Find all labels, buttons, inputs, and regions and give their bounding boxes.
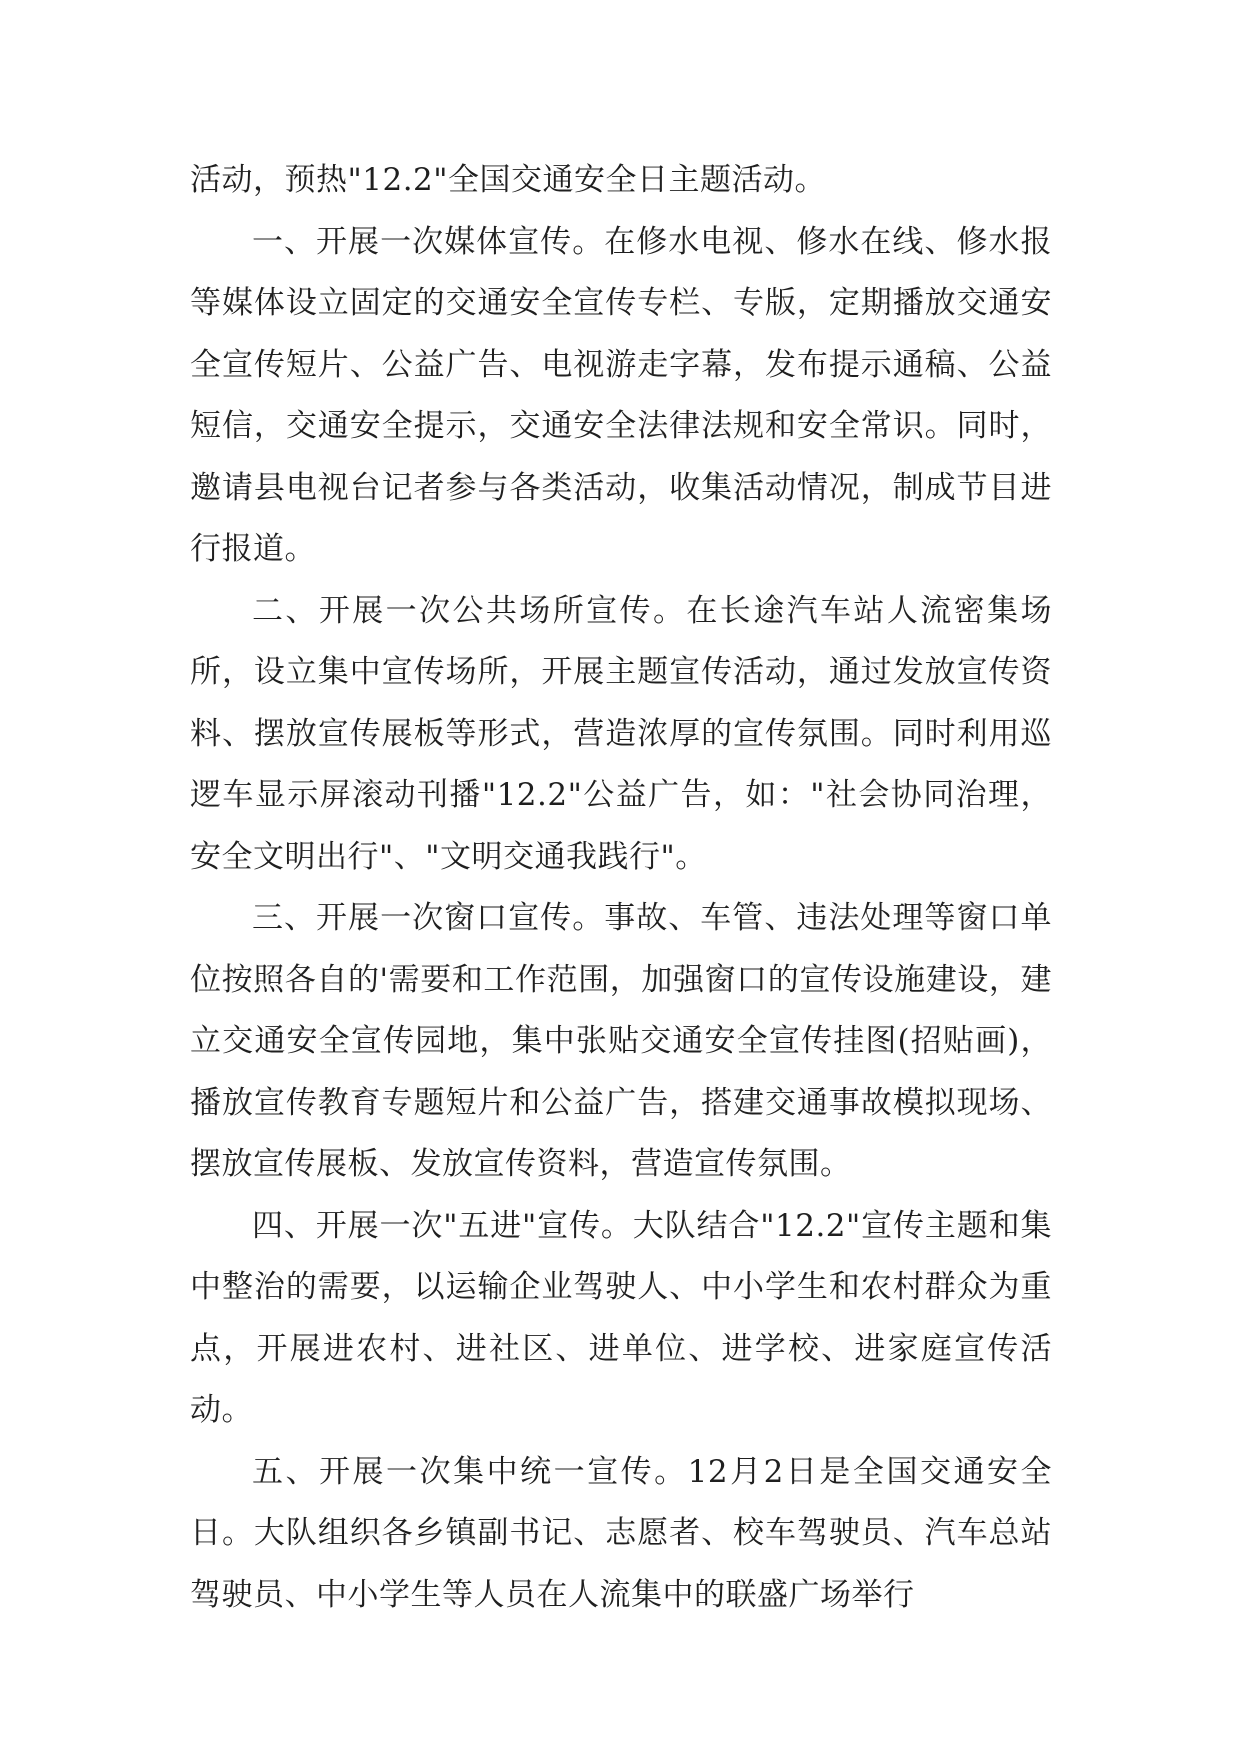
paragraph-five-entries-publicity: 四、开展一次"五进"宣传。大队结合"12.2"宣传主题和集中整治的需要，以运输企业驾驶人、中小学生和农村群众为重点，开展进农村、进社区、进单位、进学校、进家庭宣传活动。 — [190, 1207, 1052, 1428]
paragraph-unified-publicity: 五、开展一次集中统一宣传。12月2日是全国交通安全日。大队组织各乡镇副书记、志愿者、校车驾驶员、汽车总站驾驶员、中小学生等人员在人流集中的联盛广场举行 — [190, 1453, 1052, 1613]
document-body — [190, 150, 1052, 1626]
paragraph-media-publicity: 一、开展一次媒体宣传。在修水电视、修水在线、修水报等媒体设立固定的交通安全宣传专栏、专版，定期播放交通安全宣传短片、公益广告、电视游走字幕，发布提示通稿、公益短信，交通安全提示，交通安全法律法规和安全常识。同时，邀请县电视台记者参与各类活动，收集活动情况，制成节目进行报道。 — [190, 223, 1052, 567]
paragraph-window-publicity: 三、开展一次窗口宣传。事故、车管、违法处理等窗口单位按照各自的'需要和工作范围，加强窗口的宣传设施建设，建立交通安全宣传园地，集中张贴交通安全宣传挂图(招贴画)，播放宣传教育专题短片和公益广告，搭建交通事故模拟现场、摆放宣传展板、发放宣传资料，营造宣传氛围。 — [190, 900, 1052, 1182]
paragraph-public-place-publicity: 二、开展一次公共场所宣传。在长途汽车站人流密集场所，设立集中宣传场所，开展主题宣传活动，通过发放宣传资料、摆放宣传展板等形式，营造浓厚的宣传氛围。同时利用巡逻车显示屏滚动刊播"12.2"公益广告，如："社会协同治理，安全文明出行"、"文明交通我践行"。 — [190, 592, 1052, 875]
paragraph-continuation: 活动，预热"12.2"全国交通安全日主题活动。 — [190, 162, 827, 198]
